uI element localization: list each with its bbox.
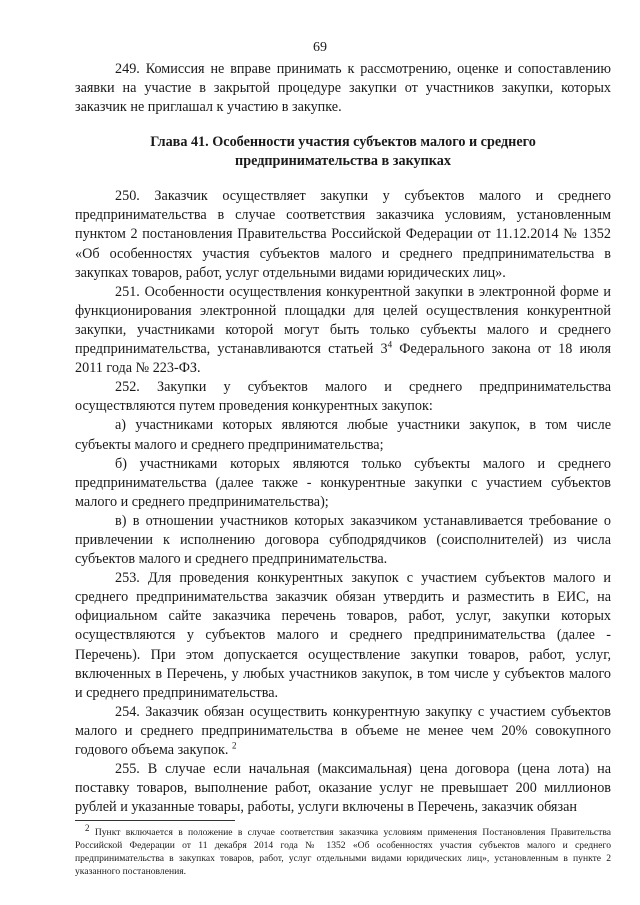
paragraph-252: 252. Закупки у субъектов малого и среднего предпринимательства осуществляются путем проведения конкурентных закупок: <box>75 379 611 415</box>
page-number: 69 <box>313 40 327 55</box>
paragraph-255: 255. В случае если начальная (максимальная) цена договора (цена лота) на поставку товаров, выполнение работ, оказание услуг не превышает 200 миллионов рублей и указанные товары, работы, услуги включены в Перечень, заказчик обязан <box>75 761 611 816</box>
paragraph-252-c: в) в отношении участников которых заказчиком устанавливается требование о привлечении к исполнению договора субподрядчиков (соисполнителей) из числа субъектов малого и среднего предпринимательства. <box>75 512 611 568</box>
spacer <box>75 171 611 187</box>
paragraph-252-b: б) участниками которых являются только субъекты малого и среднего предпринимательства (далее также - конкурентные закупки с участием субъектов малого и среднего предпринимательства); <box>75 455 611 510</box>
paragraph-253: 253. Для проведения конкурентных закупок с участием субъектов малого и среднего предпринимательства заказчик обязан утвердить и разместить в ЕИС, на официальном сайте заказчика перечень товаров, работ, услуг, закупки которых осуществляются у субъектов малого и среднего предпринимательства (далее - Перечень). При этом допускается осуществление закупки товаров, работ, услуг, включенных в Перечень, у любых участников закупок, в том числе у субъектов малого и среднего предпринимательства. <box>75 570 611 701</box>
footnote-mark: 2 <box>85 822 90 833</box>
spacer <box>75 117 611 133</box>
footnote-text: Пункт включается в положение в случае соответствия заказчика условиям применения Постановления Правительства Российской Федерации от 11 декабря 2014 года № 1352 «Об особенностях участия субъектов малого и среднего предпринимательства в закупках товаров, работ, услуг отдельными видами юридических лиц», установленным в пункте 2 указанного постановления. <box>75 827 611 877</box>
paragraph-254 <box>75 703 611 760</box>
paragraph-249: 249. Комиссия не вправе принимать к рассмотрению, оценке и сопоставлению заявки на участие в закрытой процедуре закупки от участников закупки, которых заказчик не приглашал к участию в закупке. <box>75 61 611 116</box>
footnote-ref: 2 <box>231 740 237 751</box>
paragraph-252-a: а) участниками которых являются любые участники закупок, в том числе субъекты малого и среднего предпринимательства; <box>75 417 611 453</box>
paragraph-251 <box>75 283 611 378</box>
paragraph-251-tail: Федерального закона от 18 июля 2011 года № 223-ФЗ. <box>75 341 611 377</box>
superscript-4: 4 <box>387 339 393 350</box>
paragraph-251-text: 251. Особенности осуществления конкурентной закупки в электронной форме и функционирования электронной площадки для целей осуществления конкурентной закупки, участниками которой могут быть только субъекты малого и среднего предпринимательства, устанавливаются статьей 3 <box>75 283 611 358</box>
footnote <box>75 822 611 878</box>
footnote-separator <box>75 820 235 821</box>
paragraph-254-text: 254. Заказчик обязан осуществить конкурентную закупку с участием субъектов малого и среднего предпринимательства в объеме не менее чем 20% совокупного годового объема закупок. <box>75 703 611 758</box>
paragraph-250: 250. Заказчик осуществляет закупки у субъектов малого и среднего предпринимательства в случае соответствия заказчика условиям, установленным пунктом 2 постановления Правительства Российской Федерации от 11.12.2014 № 1352 «Об особенностях участия субъектов малого и среднего предпринимательства в закупках товаров, работ, услуг отдельными видами юридических лиц». <box>75 188 611 281</box>
page-body <box>75 60 611 817</box>
chapter-title-line1: Глава 41. Особенности участия субъектов малого и среднего <box>150 134 536 151</box>
chapter-title-line2: предпринимательства в закупках <box>235 153 451 170</box>
